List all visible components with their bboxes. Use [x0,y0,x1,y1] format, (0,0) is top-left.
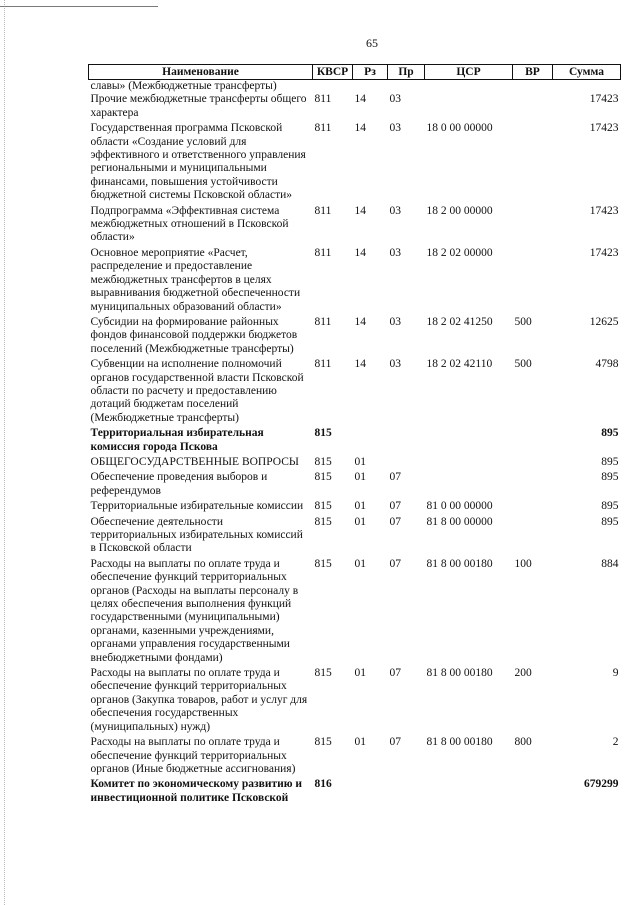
row-kvsr: 811 [314,93,332,106]
table-row [89,80,621,94]
row-sum: 895 [601,515,619,528]
row-pr: 03 [389,93,401,106]
row-kvsr: 811 [314,315,332,328]
row-sum: 884 [601,557,619,570]
row-sum: 895 [601,500,619,513]
row-rz: 01 [354,455,366,468]
row-sum: 17423 [589,246,619,259]
row-kvsr: 815 [314,471,332,484]
row-kvsr: 815 [314,500,332,513]
row-name: Субвенции на исполнение полномочий органов государственной власти Псковской области по расчету и предоставлению дотаций бюджетам поселений (Межбюджетные трансферты) [90,358,304,424]
row-vr [513,471,553,500]
row-pr: 03 [389,204,401,217]
row-pr [388,427,425,456]
row-csr: 81 8 00 00180 [426,736,493,749]
row-kvsr [313,80,353,94]
table-row [89,667,621,736]
row-kvsr: 816 [314,778,332,791]
row-rz: 14 [354,204,366,217]
row-name: Территориальная избирательная комиссия города Пскова [90,427,264,453]
row-pr: 03 [389,122,401,135]
table-row [89,778,621,807]
row-sum: 2 [612,736,619,749]
row-vr: 500 [514,315,532,328]
row-name: Территориальные избирательные комиссии [90,500,304,513]
row-name: ОБЩЕГОСУДАРСТВЕННЫЕ ВОПРОСЫ [90,455,299,468]
row-kvsr: 815 [314,515,332,528]
row-csr: 81 8 00 00000 [426,515,493,528]
row-rz: 01 [354,471,366,484]
row-rz [353,778,388,807]
row-name: Основное мероприятие «Расчет, распределение и предоставление межбюджетных трансфертов в целях выравнивания бюджетной обеспеченности муниципальных образований области» [90,246,301,313]
row-vr [513,247,553,316]
row-name: Обеспечение проведения выборов и референдумов [90,471,268,497]
header-pr: Пр [388,65,425,80]
row-pr: 07 [389,557,401,570]
header-kvsr: КВСР [313,65,353,80]
page-edge-line [4,0,6,905]
row-csr: 18 0 00 00000 [426,122,493,135]
row-csr [425,456,513,471]
row-vr [513,122,553,204]
row-sum: 895 [601,455,619,468]
row-rz: 14 [354,93,366,106]
row-pr: 03 [389,358,401,371]
top-rule [0,6,158,7]
row-csr [425,427,513,456]
table-row [89,500,621,515]
row-pr [388,778,425,807]
row-rz [353,80,388,94]
header-sum: Сумма [553,65,621,80]
row-vr [513,427,553,456]
row-rz: 14 [354,246,366,259]
row-name: Расходы на выплаты по оплате труда и обеспечение функций территориальных органов (Расходы на выплаты персоналу в целях обеспечения выполнения функций государственными (муниципальными) органами, казенными учреждениями, органами управления государственными внебюджетными фондами) [90,557,299,664]
row-csr: 18 2 02 00000 [426,246,493,259]
row-sum [553,80,621,94]
table-row [89,736,621,778]
row-name: Обеспечение деятельности территориальных избирательных комиссий в Псковской области [90,515,303,555]
row-rz: 01 [354,557,366,570]
row-sum: 895 [601,427,619,440]
row-csr: 81 0 00 00000 [426,500,493,513]
row-csr [425,778,513,807]
table-row [89,358,621,427]
row-kvsr: 811 [314,246,332,259]
row-kvsr: 811 [314,122,332,135]
row-sum: 17423 [589,93,619,106]
header-name: Наименование [89,65,313,80]
row-pr: 03 [389,246,401,259]
row-rz: 14 [354,122,366,135]
table-row [89,558,621,667]
row-pr: 07 [389,515,401,528]
row-rz: 01 [354,515,366,528]
row-csr [425,471,513,500]
row-rz: 01 [354,736,366,749]
row-vr [513,500,553,515]
row-rz [353,427,388,456]
row-sum: 4798 [595,358,619,371]
row-sum: 12625 [589,315,619,328]
row-pr [388,456,425,471]
row-sum: 9 [612,667,619,680]
row-csr [425,80,513,94]
header-csr: ЦСР [425,65,513,80]
row-vr: 100 [514,557,532,570]
row-csr: 18 2 02 42110 [426,358,493,371]
row-vr [513,205,553,247]
row-pr [388,80,425,94]
row-kvsr: 815 [314,736,332,749]
row-vr: 200 [514,667,532,680]
row-sum: 17423 [589,204,619,217]
row-kvsr: 815 [314,557,332,570]
row-sum: 895 [601,471,619,484]
row-kvsr: 815 [314,455,332,468]
row-name: Подпрограмма «Эффективная система межбюджетных отношений в Псковской области» [90,204,289,244]
header-rz: Рз [353,65,388,80]
row-vr: 500 [514,358,532,371]
row-rz: 01 [354,667,366,680]
table-row [89,316,621,358]
row-name: Государственная программа Псковской области «Создание условий для эффективного и ответственного управления региональными и муниципальными финансами, повышения устойчивости бюджетной системы Псковской области» [90,122,306,202]
row-kvsr: 811 [314,204,332,217]
table-row [89,427,621,456]
row-name: славы» (Межбюджетные трансферты) [90,80,277,92]
row-name: Расходы на выплаты по оплате труда и обеспечение функций территориальных органов (Закупка товаров, работ и услуг для обеспечения государственных (муниципальных) нужд) [90,667,308,733]
header-vr: ВР [513,65,553,80]
row-vr [513,93,553,122]
row-vr: 800 [514,736,532,749]
row-name: Субсидии на формирование районных фондов финансовой поддержки бюджетов поселений (Межбюджетные трансферты) [90,315,298,355]
table-row [89,471,621,500]
row-pr: 07 [389,500,401,513]
row-csr: 18 2 00 00000 [426,204,493,217]
row-rz: 01 [354,500,366,513]
row-name: Расходы на выплаты по оплате труда и обеспечение функций территориальных органов (Иные бюджетные ассигнования) [90,736,296,775]
row-pr: 07 [389,736,401,749]
row-pr: 07 [389,667,401,680]
row-vr [513,516,553,558]
budget-table [88,64,621,807]
table-row [89,205,621,247]
table-row [89,456,621,471]
row-vr [513,778,553,807]
row-sum: 679299 [584,778,619,791]
row-csr: 18 2 02 41250 [426,315,493,328]
row-kvsr: 815 [314,427,332,440]
row-rz: 14 [354,358,366,371]
table-header-row [89,65,621,80]
row-csr: 81 8 00 00180 [426,557,493,570]
row-csr: 81 8 00 00180 [426,667,493,680]
row-name: Прочие межбюджетные трансферты общего характера [90,93,307,119]
row-rz: 14 [354,315,366,328]
row-csr [425,93,513,122]
row-kvsr: 815 [314,667,332,680]
row-pr: 03 [389,315,401,328]
row-pr: 07 [389,471,401,484]
table-row [89,93,621,122]
row-kvsr: 811 [314,358,332,371]
table-row [89,122,621,204]
row-sum: 17423 [589,122,619,135]
row-vr [513,456,553,471]
table-row [89,516,621,558]
page-number: 65 [366,36,378,50]
table-row [89,247,621,316]
row-name: Комитет по экономическому развитию и инвестиционной политике Псковской [90,778,303,804]
row-vr [513,80,553,94]
